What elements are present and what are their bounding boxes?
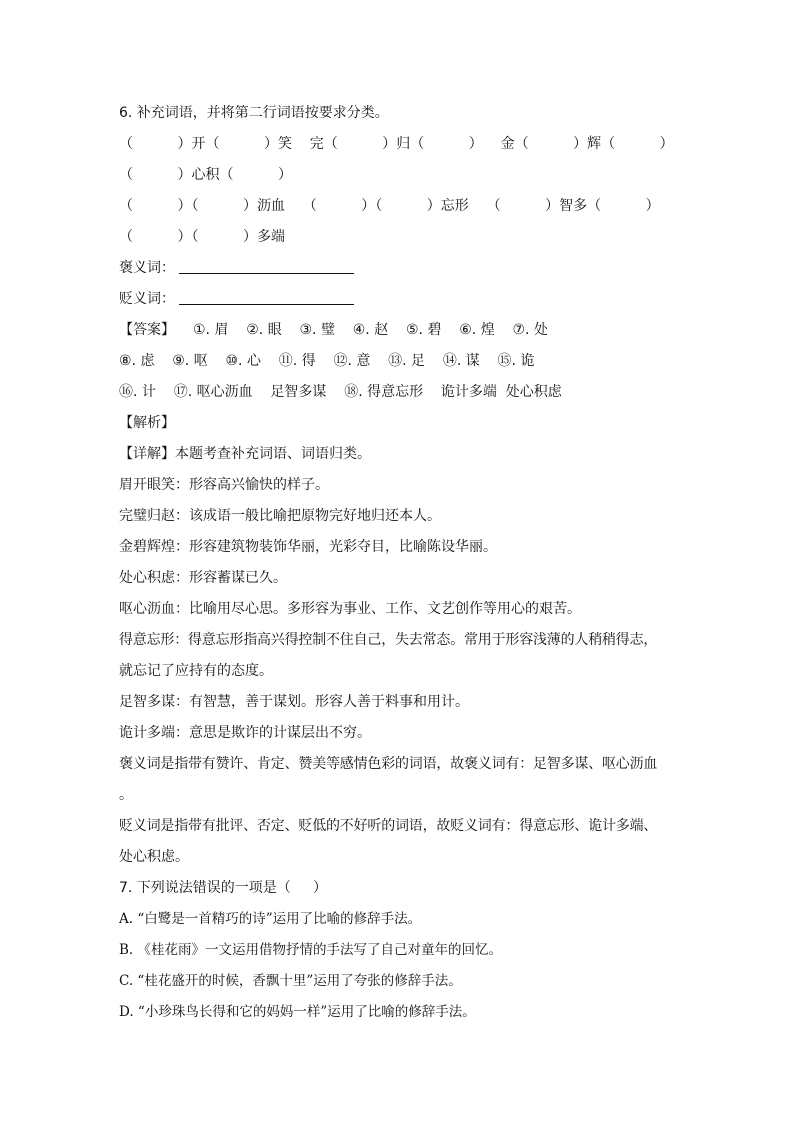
- blank-row-1: （ ）开（ ）笑 完（ ）归（ ） 金（ ）辉（ ）: [119, 136, 674, 152]
- analysis-line: 完璧归赵：该成语一般比喻把原物完好地归还本人。: [119, 508, 441, 524]
- answer-line-2: ⑧. 虑 ⑨. 呕 ⑩. 心 ⑪. 得 ⑫. 意 ⑬. 足 ⑭. 谋 ⑮. 诡: [119, 353, 535, 369]
- commendatory-answer-line: [179, 255, 354, 274]
- analysis-line: 就忘记了应持有的态度。: [119, 663, 273, 679]
- analysis-line: 得意忘形：得意忘形指高兴得控制不住自己，失去常态。常用于形容浅薄的人稍稍得志，: [119, 632, 658, 648]
- analysis-line: 【详解】本题考查补充词语、词语归类。: [119, 446, 371, 462]
- analysis-line: 褒义词是指带有赞许、肯定、赞美等感情色彩的词语，故褒义词有：足智多谋、呕心沥血: [119, 756, 658, 772]
- analysis-line: 呕心沥血：比喻用尽心思。多形容为事业、工作、文艺创作等用心的艰苦。: [119, 601, 581, 617]
- commendatory-label: 褒义词：: [119, 260, 175, 276]
- analysis-label: 【解析】: [119, 415, 175, 431]
- blank-row-4: （ ）（ ）多端: [119, 229, 286, 245]
- analysis-line: 处心积虑：形容蓄谋已久。: [119, 570, 287, 586]
- analysis-line: 处心积虑。: [119, 849, 189, 865]
- question-7-title: 7. 下列说法错误的一项是（ ）: [119, 880, 328, 896]
- option-a: A. “白鹭是一首精巧的诗”运用了比喻的修辞手法。: [119, 911, 422, 927]
- analysis-line: 金碧辉煌：形容建筑物装饰华丽，光彩夺目，比喻陈设华丽。: [119, 539, 497, 555]
- question-6-title: 6. 补充词语，并将第二行词语按要求分类。: [119, 105, 389, 121]
- analysis-line: 眉开眼笑：形容高兴愉快的样子。: [119, 477, 329, 493]
- document-page: [119, 98, 679, 1028]
- blank-row-3: （ ）（ ）沥血 （ ）（ ）忘形 （ ）智多（ ）: [119, 198, 660, 214]
- derogatory-line: [119, 284, 679, 315]
- answer-label: 【答案】: [119, 322, 175, 338]
- analysis-line: 。: [119, 787, 133, 803]
- option-d: D. “小珍珠鸟长得和它的妈妈一样”运用了比喻的修辞手法。: [119, 1004, 476, 1020]
- derogatory-label: 贬义词：: [119, 291, 175, 307]
- answer-items-1: ①. 眉 ②. 眼 ③. 璧 ④. 赵 ⑤. 碧 ⑥. 煌 ⑦. 处: [193, 322, 548, 338]
- blank-row-2: （ ）心积（ ）: [119, 167, 293, 183]
- answer-line-1: [119, 315, 679, 346]
- derogatory-answer-line: [179, 286, 354, 305]
- option-c: C. “桂花盛开的时候，香飘十里”运用了夸张的修辞手法。: [119, 973, 462, 989]
- option-b: B. 《桂花雨》一文运用借物抒情的手法写了自己对童年的回忆。: [119, 942, 503, 958]
- analysis-line: 足智多谋：有智慧，善于谋划。形容人善于料事和用计。: [119, 694, 469, 710]
- analysis-line: 贬义词是指带有批评、否定、贬低的不好听的词语，故贬义词有：得意忘形、诡计多端、: [119, 818, 658, 834]
- analysis-line: 诡计多端：意思是欺诈的计谋层出不穷。: [119, 725, 371, 741]
- answer-line-3: ⑯. 计 ⑰. 呕心沥血 足智多谋 ⑱. 得意忘形 诡计多端 处心积虑: [119, 384, 562, 400]
- commendatory-line: [119, 253, 679, 284]
